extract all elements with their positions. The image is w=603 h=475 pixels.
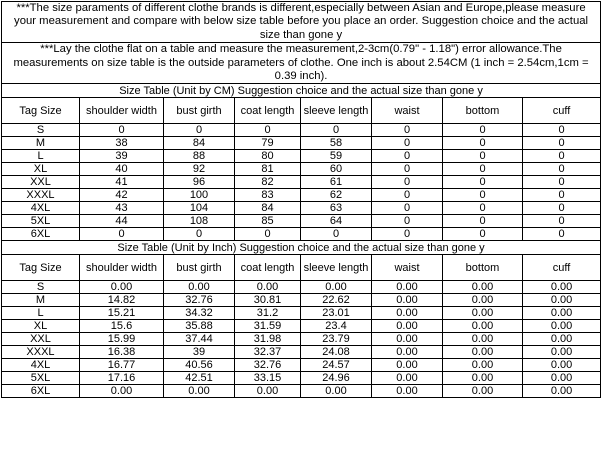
cell-sleeve-length: 23.01 bbox=[301, 307, 372, 320]
column-header-row bbox=[2, 98, 601, 124]
cell-cuff: 0.00 bbox=[523, 307, 601, 320]
cell-shoulder-width: 44 bbox=[80, 215, 164, 228]
table-row bbox=[2, 163, 601, 176]
cell-tag-size: M bbox=[2, 137, 80, 150]
cell-tag-size: XXXL bbox=[2, 189, 80, 202]
cell-bottom: 0 bbox=[443, 176, 523, 189]
cell-coat-length: 0 bbox=[235, 228, 301, 241]
cell-tag-size: L bbox=[2, 150, 80, 163]
cell-tag-size: 5XL bbox=[2, 372, 80, 385]
cell-shoulder-width: 15.21 bbox=[80, 307, 164, 320]
table-row bbox=[2, 359, 601, 372]
cell-cuff: 0.00 bbox=[523, 294, 601, 307]
cell-tag-size: S bbox=[2, 124, 80, 137]
cell-cuff: 0 bbox=[523, 202, 601, 215]
cell-sleeve-length: 0 bbox=[301, 124, 372, 137]
cell-shoulder-width: 16.77 bbox=[80, 359, 164, 372]
column-header-shoulder-width: shoulder width bbox=[80, 98, 164, 124]
cell-bottom: 0 bbox=[443, 163, 523, 176]
cell-waist: 0 bbox=[372, 150, 443, 163]
cell-tag-size: M bbox=[2, 294, 80, 307]
cell-cuff: 0 bbox=[523, 189, 601, 202]
cell-bottom: 0.00 bbox=[443, 307, 523, 320]
cell-bust-girth: 34.32 bbox=[164, 307, 235, 320]
cell-waist: 0 bbox=[372, 137, 443, 150]
cell-bust-girth: 42.51 bbox=[164, 372, 235, 385]
cell-bottom: 0 bbox=[443, 124, 523, 137]
cell-shoulder-width: 15.6 bbox=[80, 320, 164, 333]
cell-tag-size: XL bbox=[2, 320, 80, 333]
column-header-cuff: cuff bbox=[523, 255, 601, 281]
table-row bbox=[2, 228, 601, 241]
table-row bbox=[2, 150, 601, 163]
cell-coat-length: 81 bbox=[235, 163, 301, 176]
column-header-row bbox=[2, 255, 601, 281]
table-row bbox=[2, 176, 601, 189]
column-header-tag-size: Tag Size bbox=[2, 98, 80, 124]
cell-sleeve-length: 61 bbox=[301, 176, 372, 189]
section-title-row bbox=[2, 241, 601, 255]
cell-bottom: 0 bbox=[443, 202, 523, 215]
cell-waist: 0.00 bbox=[372, 281, 443, 294]
cell-coat-length: 84 bbox=[235, 202, 301, 215]
cell-sleeve-length: 64 bbox=[301, 215, 372, 228]
cell-waist: 0 bbox=[372, 163, 443, 176]
column-header-bust-girth: bust girth bbox=[164, 255, 235, 281]
cell-tag-size: XXXL bbox=[2, 346, 80, 359]
cell-coat-length: 30.81 bbox=[235, 294, 301, 307]
cell-shoulder-width: 41 bbox=[80, 176, 164, 189]
column-header-bottom: bottom bbox=[443, 255, 523, 281]
column-header-coat-length: coat length bbox=[235, 98, 301, 124]
cell-shoulder-width: 39 bbox=[80, 150, 164, 163]
cell-shoulder-width: 0 bbox=[80, 124, 164, 137]
cell-coat-length: 83 bbox=[235, 189, 301, 202]
cell-cuff: 0 bbox=[523, 215, 601, 228]
column-header-sleeve-length: sleeve length bbox=[301, 255, 372, 281]
table-row bbox=[2, 385, 601, 398]
cell-waist: 0.00 bbox=[372, 320, 443, 333]
cell-sleeve-length: 62 bbox=[301, 189, 372, 202]
cell-coat-length: 85 bbox=[235, 215, 301, 228]
cell-tag-size: 4XL bbox=[2, 202, 80, 215]
cell-bottom: 0.00 bbox=[443, 385, 523, 398]
cell-bust-girth: 92 bbox=[164, 163, 235, 176]
cell-shoulder-width: 16.38 bbox=[80, 346, 164, 359]
cell-sleeve-length: 60 bbox=[301, 163, 372, 176]
cell-sleeve-length: 0.00 bbox=[301, 385, 372, 398]
cell-bottom: 0.00 bbox=[443, 294, 523, 307]
cell-coat-length: 79 bbox=[235, 137, 301, 150]
cell-bust-girth: 0 bbox=[164, 228, 235, 241]
cell-bust-girth: 32.76 bbox=[164, 294, 235, 307]
table-row bbox=[2, 307, 601, 320]
cell-coat-length: 80 bbox=[235, 150, 301, 163]
table-row bbox=[2, 281, 601, 294]
table-row bbox=[2, 372, 601, 385]
cell-shoulder-width: 17.16 bbox=[80, 372, 164, 385]
cell-coat-length: 0 bbox=[235, 124, 301, 137]
cell-sleeve-length: 58 bbox=[301, 137, 372, 150]
size-chart-sheet bbox=[1, 1, 600, 398]
column-header-tag-size: Tag Size bbox=[2, 255, 80, 281]
cell-tag-size: 6XL bbox=[2, 385, 80, 398]
table-row bbox=[2, 333, 601, 346]
cell-bottom: 0 bbox=[443, 150, 523, 163]
cell-shoulder-width: 42 bbox=[80, 189, 164, 202]
cell-bust-girth: 108 bbox=[164, 215, 235, 228]
cell-bottom: 0 bbox=[443, 189, 523, 202]
section-title: Size Table (Unit by Inch) Suggestion choice and the actual size than gone y bbox=[2, 241, 601, 255]
table-row bbox=[2, 137, 601, 150]
cell-shoulder-width: 15.99 bbox=[80, 333, 164, 346]
cell-waist: 0.00 bbox=[372, 359, 443, 372]
cell-cuff: 0 bbox=[523, 176, 601, 189]
cell-coat-length: 0.00 bbox=[235, 385, 301, 398]
cell-bottom: 0 bbox=[443, 228, 523, 241]
cell-cuff: 0 bbox=[523, 124, 601, 137]
cell-cuff: 0.00 bbox=[523, 281, 601, 294]
table-row bbox=[2, 202, 601, 215]
cell-bust-girth: 0.00 bbox=[164, 281, 235, 294]
cell-bottom: 0.00 bbox=[443, 320, 523, 333]
cell-bottom: 0 bbox=[443, 137, 523, 150]
cell-sleeve-length: 0.00 bbox=[301, 281, 372, 294]
size-chart-table bbox=[1, 1, 601, 398]
cell-tag-size: L bbox=[2, 307, 80, 320]
cell-bust-girth: 88 bbox=[164, 150, 235, 163]
cell-sleeve-length: 63 bbox=[301, 202, 372, 215]
cell-coat-length: 31.2 bbox=[235, 307, 301, 320]
cell-bottom: 0.00 bbox=[443, 372, 523, 385]
cell-cuff: 0 bbox=[523, 228, 601, 241]
cell-sleeve-length: 0 bbox=[301, 228, 372, 241]
note-measure-method: ***Lay the clothe flat on a table and measure the measurement,2-3cm(0.79" - 1.18") error allowance.The measurements on size table is the outside parameters of clothe. One inch is about 2.54CM (1 inch = 2.54cm,1cm = 0.39 inch). bbox=[2, 43, 601, 84]
cell-cuff: 0.00 bbox=[523, 359, 601, 372]
cell-waist: 0 bbox=[372, 202, 443, 215]
cell-coat-length: 32.76 bbox=[235, 359, 301, 372]
cell-coat-length: 0.00 bbox=[235, 281, 301, 294]
cell-cuff: 0 bbox=[523, 150, 601, 163]
table-row bbox=[2, 346, 601, 359]
cell-tag-size: XXL bbox=[2, 333, 80, 346]
cell-cuff: 0.00 bbox=[523, 372, 601, 385]
cell-sleeve-length: 23.4 bbox=[301, 320, 372, 333]
section-title-row bbox=[2, 84, 601, 98]
cell-waist: 0 bbox=[372, 189, 443, 202]
note-brand-difference: ***The size paraments of different clothe brands is different,especially between Asian and Europe,please measure your measurement and compare with below size table before you place an order. Suggestion choice and the actual size than gone y bbox=[2, 2, 601, 43]
column-header-bottom: bottom bbox=[443, 98, 523, 124]
column-header-waist: waist bbox=[372, 98, 443, 124]
cell-bust-girth: 39 bbox=[164, 346, 235, 359]
cell-sleeve-length: 22.62 bbox=[301, 294, 372, 307]
table-row bbox=[2, 320, 601, 333]
column-header-cuff: cuff bbox=[523, 98, 601, 124]
cell-shoulder-width: 38 bbox=[80, 137, 164, 150]
column-header-waist: waist bbox=[372, 255, 443, 281]
cell-bust-girth: 100 bbox=[164, 189, 235, 202]
cell-waist: 0.00 bbox=[372, 294, 443, 307]
cell-cuff: 0 bbox=[523, 163, 601, 176]
column-header-shoulder-width: shoulder width bbox=[80, 255, 164, 281]
cell-bottom: 0 bbox=[443, 215, 523, 228]
cell-coat-length: 33.15 bbox=[235, 372, 301, 385]
section-title: Size Table (Unit by CM) Suggestion choice and the actual size than gone y bbox=[2, 84, 601, 98]
column-header-coat-length: coat length bbox=[235, 255, 301, 281]
cell-waist: 0 bbox=[372, 215, 443, 228]
cell-coat-length: 82 bbox=[235, 176, 301, 189]
cell-shoulder-width: 40 bbox=[80, 163, 164, 176]
cell-bottom: 0.00 bbox=[443, 281, 523, 294]
cell-waist: 0 bbox=[372, 176, 443, 189]
cell-tag-size: 4XL bbox=[2, 359, 80, 372]
cell-bottom: 0.00 bbox=[443, 359, 523, 372]
cell-bottom: 0.00 bbox=[443, 346, 523, 359]
note-row bbox=[2, 2, 601, 43]
cell-waist: 0 bbox=[372, 124, 443, 137]
cell-waist: 0 bbox=[372, 228, 443, 241]
cell-bust-girth: 40.56 bbox=[164, 359, 235, 372]
cell-bust-girth: 84 bbox=[164, 137, 235, 150]
cell-coat-length: 32.37 bbox=[235, 346, 301, 359]
column-header-bust-girth: bust girth bbox=[164, 98, 235, 124]
cell-tag-size: XL bbox=[2, 163, 80, 176]
cell-waist: 0.00 bbox=[372, 307, 443, 320]
cell-bust-girth: 0.00 bbox=[164, 385, 235, 398]
cell-bottom: 0.00 bbox=[443, 333, 523, 346]
cell-cuff: 0 bbox=[523, 137, 601, 150]
column-header-sleeve-length: sleeve length bbox=[301, 98, 372, 124]
cell-sleeve-length: 24.08 bbox=[301, 346, 372, 359]
cell-coat-length: 31.98 bbox=[235, 333, 301, 346]
cell-shoulder-width: 14.82 bbox=[80, 294, 164, 307]
table-row bbox=[2, 124, 601, 137]
cell-tag-size: XXL bbox=[2, 176, 80, 189]
cell-tag-size: S bbox=[2, 281, 80, 294]
cell-sleeve-length: 24.96 bbox=[301, 372, 372, 385]
cell-bust-girth: 0 bbox=[164, 124, 235, 137]
size-chart-body bbox=[2, 2, 601, 398]
cell-bust-girth: 96 bbox=[164, 176, 235, 189]
cell-sleeve-length: 59 bbox=[301, 150, 372, 163]
table-row bbox=[2, 189, 601, 202]
note-row bbox=[2, 43, 601, 84]
cell-waist: 0.00 bbox=[372, 346, 443, 359]
cell-tag-size: 6XL bbox=[2, 228, 80, 241]
cell-waist: 0.00 bbox=[372, 372, 443, 385]
cell-shoulder-width: 0 bbox=[80, 228, 164, 241]
cell-shoulder-width: 43 bbox=[80, 202, 164, 215]
cell-shoulder-width: 0.00 bbox=[80, 281, 164, 294]
cell-shoulder-width: 0.00 bbox=[80, 385, 164, 398]
cell-sleeve-length: 24.57 bbox=[301, 359, 372, 372]
cell-cuff: 0.00 bbox=[523, 320, 601, 333]
cell-cuff: 0.00 bbox=[523, 385, 601, 398]
cell-cuff: 0.00 bbox=[523, 333, 601, 346]
table-row bbox=[2, 294, 601, 307]
cell-bust-girth: 35.88 bbox=[164, 320, 235, 333]
cell-tag-size: 5XL bbox=[2, 215, 80, 228]
cell-cuff: 0.00 bbox=[523, 346, 601, 359]
cell-waist: 0.00 bbox=[372, 385, 443, 398]
table-row bbox=[2, 215, 601, 228]
cell-coat-length: 31.59 bbox=[235, 320, 301, 333]
cell-sleeve-length: 23.79 bbox=[301, 333, 372, 346]
cell-bust-girth: 37.44 bbox=[164, 333, 235, 346]
cell-waist: 0.00 bbox=[372, 333, 443, 346]
cell-bust-girth: 104 bbox=[164, 202, 235, 215]
